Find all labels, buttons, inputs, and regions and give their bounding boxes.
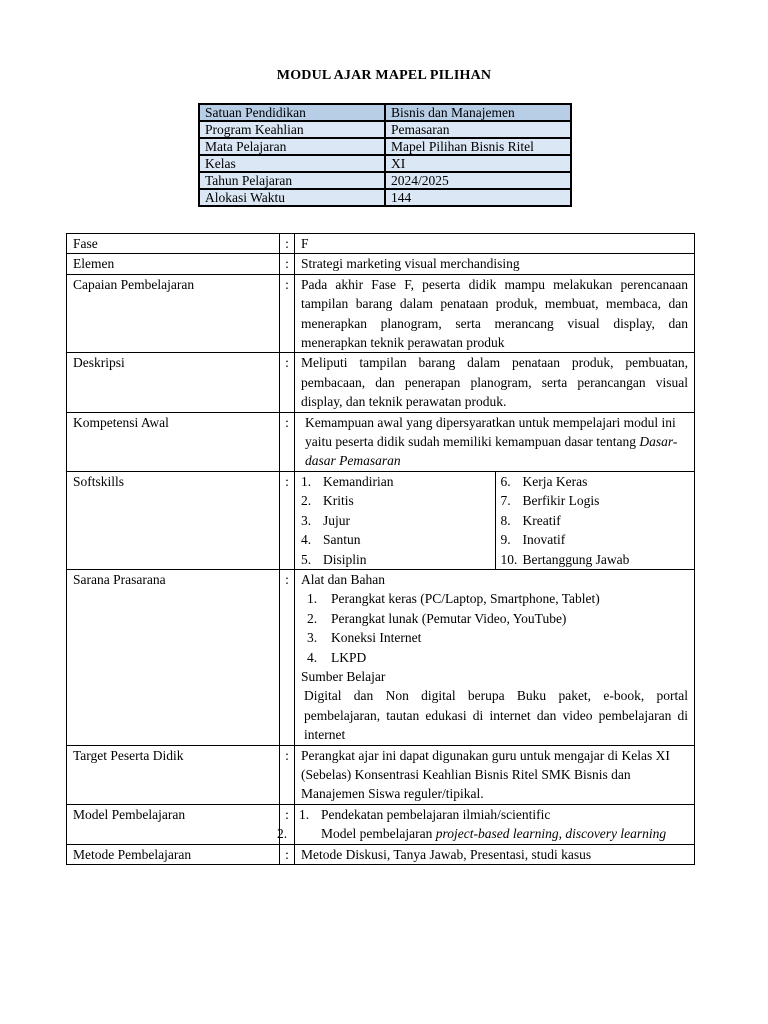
model-value [277,804,695,844]
capaian-value: Pada akhir Fase F, peserta didik mampu melakukan perencanaan tampilan barang dalam penataan produk, membuat, membaca, dan menerapkan planogram, serta merancang visual display, dan menerapkan teknik perawatan produk [295,274,695,353]
list-item-number: 2. [307,610,318,626]
row-metode [67,844,695,864]
identity-value: 2024/2025 [385,172,571,189]
model-item-2-number: 2. [277,826,288,842]
identity-key: Satuan Pendidikan [199,104,385,121]
list-item-text: LKPD [331,649,367,665]
colon: : [280,745,295,804]
list-item [501,511,689,530]
list-item-number: 7. [500,493,511,509]
elemen-value: Strategi marketing visual merchandising [295,254,695,274]
target-label: Target Peserta Didik [67,745,280,804]
list-item-number: 4. [307,649,318,665]
kompetensi-value [295,412,695,471]
identity-key: Tahun Pelajaran [199,172,385,189]
list-item [501,472,689,491]
deskripsi-value: Meliputi tampilan barang dalam penataan produk, pembuatan, pembacaan, dan penerapan planogram, serta perancangan visual display, dan teknik perawatan produk. [295,353,695,412]
alat-list [301,589,688,667]
model-item-1 [299,805,688,824]
list-item [301,491,489,510]
identity-value: Bisnis dan Manajemen [385,104,571,121]
softskills-value [295,471,695,569]
list-item-text: Perangkat lunak (Pemutar Video, YouTube) [331,610,567,626]
target-value: Perangkat ajar ini dapat digunakan guru untuk mengajar di Kelas XI (Sebelas) Konsentrasi Keahlian Bisnis Ritel SMK Bisnis dan Manajemen Siswa reguler/tipikal. [295,745,695,804]
colon: : [280,412,295,471]
colon: : [280,804,295,844]
row-softskills [67,471,695,569]
kompetensi-label: Kompetensi Awal [67,412,280,471]
list-item-number: 1. [307,591,318,607]
identity-row [199,155,571,172]
list-item-number: 4. [301,532,312,548]
list-item [307,648,688,667]
list-item [307,589,688,608]
colon: : [280,844,295,864]
list-item [301,550,489,569]
list-item-number: 3. [307,630,318,646]
fase-value: F [295,234,695,254]
colon: : [280,274,295,353]
list-item [307,628,688,647]
sumber-text: Digital dan Non digital berupa Buku paket, e-book, portal pembelajaran, tautan edukasi di internet dan video pembelajaran di internet [304,688,688,743]
identity-key: Kelas [199,155,385,172]
row-fase [67,234,695,254]
identity-key: Mata Pelajaran [199,138,385,155]
list-item-text: Kemandirian [323,473,394,489]
list-item [301,511,489,530]
colon: : [280,471,295,569]
model-item-2 [277,824,688,843]
list-item-text: Kreatif [522,512,561,528]
row-sarana [67,569,695,745]
list-item-text: Jujur [323,512,350,528]
list-item-text: Kritis [323,493,354,509]
colon: : [280,569,295,745]
sarana-value [295,569,695,745]
list-item-text: Berfikir Logis [522,493,600,509]
list-item-text: Santun [323,532,361,548]
list-item [301,530,489,549]
row-kompetensi [67,412,695,471]
list-item-text: Perangkat keras (PC/Laptop, Smartphone, Tablet) [331,591,600,607]
softskills-label: Softskills [67,471,280,569]
identity-value: 144 [385,189,571,206]
list-item [501,491,689,510]
list-item-text: Koneksi Internet [331,630,422,646]
model-item-1-number: 1. [299,806,310,822]
list-item [307,609,688,628]
metode-label: Metode Pembelajaran [67,844,280,864]
list-item [501,550,689,569]
alat-heading: Alat dan Bahan [301,571,385,587]
row-target [67,745,695,804]
row-deskripsi [67,353,695,412]
identity-table [198,103,572,207]
fase-label: Fase [67,234,280,254]
identity-value: Pemasaran [385,121,571,138]
list-item-text: Bertanggung Jawab [522,551,630,567]
list-item-text: Disiplin [323,551,367,567]
colon: : [280,254,295,274]
identity-key: Program Keahlian [199,121,385,138]
capaian-label: Capaian Pembelajaran [67,274,280,353]
metode-value: Metode Diskusi, Tanya Jawab, Presentasi, studi kasus [295,844,695,864]
softskills-left-list [295,472,495,569]
colon: : [280,234,295,254]
model-item-2-italic: project-based learning, discovery learning [435,826,667,842]
row-model [67,804,695,844]
list-item-number: 10. [500,551,518,567]
model-label: Model Pembelajaran [67,804,280,844]
list-item-text: Kerja Keras [522,473,588,489]
identity-row [199,104,571,121]
kompetensi-text: Kemampuan awal yang dipersyaratkan untuk mempelajari modul ini yaitu peserta didik sudah memiliki kemampuan dasar tentang [305,414,676,450]
list-item-number: 1. [301,473,312,489]
sumber-heading: Sumber Belajar [301,668,386,684]
model-item-1-text: Pendekatan pembelajaran ilmiah/scientific [321,806,551,822]
model-item-2-text: Model pembelajaran [321,826,433,842]
elemen-label: Elemen [67,254,280,274]
identity-row [199,189,571,206]
softskills-right-list [495,472,695,569]
module-info-table [66,233,695,865]
deskripsi-label: Deskripsi [67,353,280,412]
colon: : [280,353,295,412]
list-item-number: 8. [500,512,511,528]
identity-row [199,172,571,189]
list-item-number: 9. [500,532,511,548]
list-item-number: 3. [301,512,312,528]
document-title: MODUL AJAR MAPEL PILIHAN [276,68,492,83]
list-item-number: 2. [301,493,312,509]
identity-value: Mapel Pilihan Bisnis Ritel [385,138,571,155]
identity-row [199,138,571,155]
identity-row [199,121,571,138]
identity-key: Alokasi Waktu [199,189,385,206]
sarana-label: Sarana Prasarana [67,569,280,745]
list-item [301,472,489,491]
list-item-number: 6. [500,473,511,489]
row-elemen [67,254,695,274]
kompetensi-italic: Dasar-dasar Pemasaran [305,434,678,469]
row-capaian [67,274,695,353]
list-item-number: 5. [301,551,312,567]
list-item-text: Inovatif [522,532,566,548]
list-item [501,530,689,549]
identity-value: XI [385,155,571,172]
